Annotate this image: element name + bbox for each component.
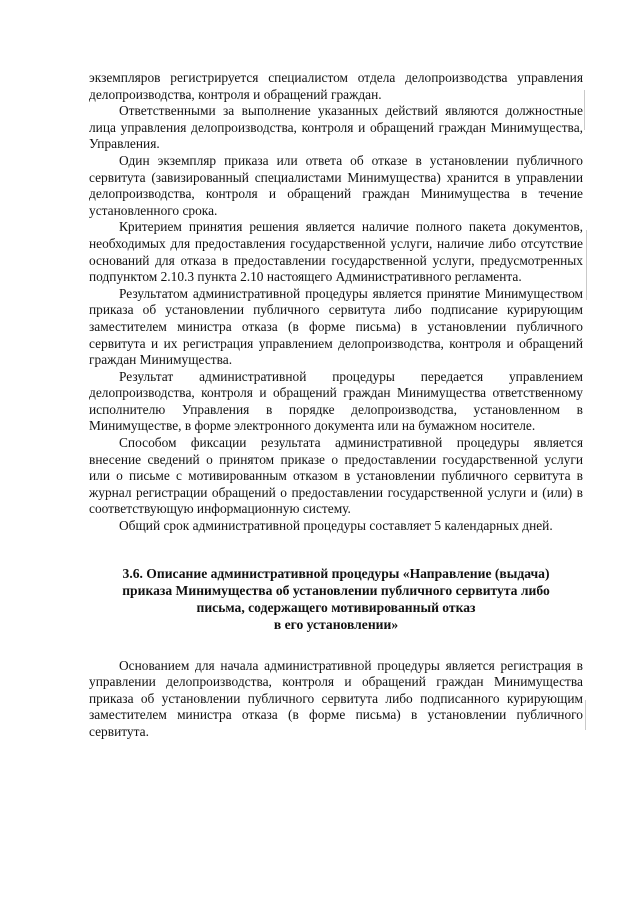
document-page (89, 70, 583, 741)
scan-edge-mark (586, 230, 587, 300)
paragraph: Результатом административной процедуры является принятие Минимуществом приказа об установлении публичного сервитута либо подписание курирующим заместителем министра отказа (в форме письма) в установлении публичного сервитута и их регистрация управлением делопроизводства, контроля и обращений граждан Минимущества. (89, 285, 583, 368)
paragraph: Общий срок административной процедуры составляет 5 календарных дней. (119, 518, 553, 534)
section-heading (89, 565, 583, 633)
section-heading-line-1: 3.6. Описание административной процедуры «Направление (выдача) (122, 565, 550, 581)
body-text-top (89, 70, 583, 535)
paragraph: Один экземпляр приказа или ответа об отказе в установлении публичного сервитута (завизированный специалистами Минимущества) хранится в управлении делопроизводства, контроля и обращений граждан Минимущества в течение установленного срока. (89, 152, 583, 218)
paragraph: Критерием принятия решения является наличие полного пакета документов, необходимых для предоставления государственной услуги, наличие либо отсутствие оснований для отказа в предоставлении государственной услуги, предусмотренных подпунктом 2.10.3 пункта 2.10 настоящего Административного регламента. (89, 219, 583, 285)
paragraph: экземпляров регистрируется специалистом отдела делопроизводства управления делопроизводства, контроля и обращений граждан. (89, 70, 583, 102)
scan-edge-mark (584, 90, 585, 130)
paragraph: Способом фиксации результата административной процедуры является внесение сведений о принятом приказе о предоставлении государственной услуги или о письме с мотивированным отказом в установлении публичного сервитута в журнал регистрации обращений о предоставлении государственной услуги и (или) в соответствующую информационную систему. (89, 435, 583, 517)
section-heading-line-4: в его установлении» (273, 616, 399, 632)
body-text-bottom (89, 658, 583, 741)
scan-edge-mark (585, 700, 586, 730)
section-heading-line-3: письма, содержащего мотивированный отказ (196, 599, 476, 615)
section-heading-line-2: приказа Минимущества об установлении публичного сервитута либо (122, 582, 550, 598)
paragraph: Ответственными за выполнение указанных действий являются должностные лица управления делопроизводства, контроля и обращений граждан Минимущества, Управления. (89, 103, 583, 152)
paragraph: Результат административной процедуры передается управлением делопроизводства, контроля и обращений граждан Минимущества ответственному исполнителю Управления в порядке делопроизводства, установленном в Минимуществе, в форме электронного документа или на бумажном носителе. (89, 368, 583, 434)
paragraph: Основанием для начала административной процедуры является регистрация в управлении делопроизводства, контроля и обращений граждан Минимущества приказа об установлении публичного сервитута либо подписанного курирующим заместителем министра отказа (в форме письма) в установлении публичного сервитута. (89, 657, 583, 739)
